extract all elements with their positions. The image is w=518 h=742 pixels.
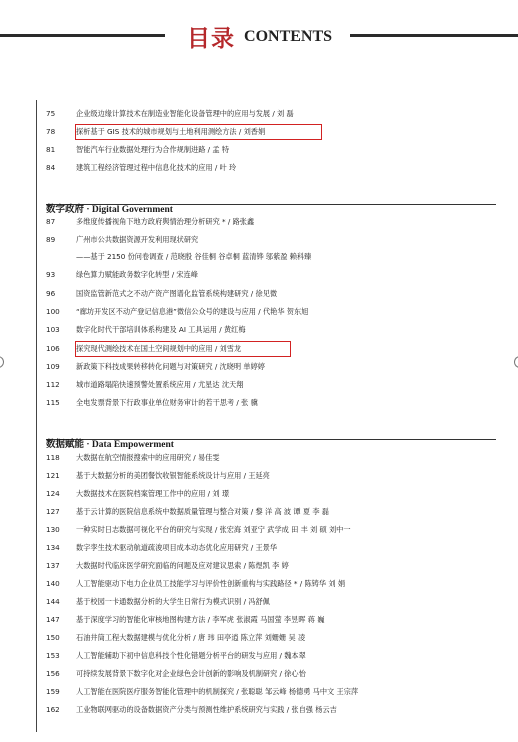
highlight-box-gis xyxy=(75,124,322,140)
toc-title: 石油井筒工程大数据建模与优化分析 / 唐 玮 田亭逍 陈立萍 刘姗姗 吴 凌 xyxy=(76,633,306,642)
toc-page: 124 xyxy=(46,489,60,498)
toc-title: 人工智能驱动下电力企业员工技能学习与评价性创新重构与实践路径 * / 陈铸华 刘 娟 xyxy=(76,579,346,588)
toc-title: 人工智能在医院医疗服务智能化管理中的机制探究 / 张聪聪 邹云峰 杨德勇 马中文 王宗萍 xyxy=(76,687,359,696)
toc-page: 150 xyxy=(46,633,60,642)
toc-title: 基于深度学习的智能化审核地图构建方法 / 李军虎 张淑霞 马国萤 李昱晖 蒋 巍 xyxy=(76,615,325,624)
toc-title: 数字孪生技术驱动航道疏浚项目成本动态优化应用研究 / 王景华 xyxy=(76,543,278,552)
binding-hole-right xyxy=(514,356,518,368)
toc-page: 162 xyxy=(46,705,60,714)
highlight-box-surveying xyxy=(75,341,291,357)
binding-hole-left xyxy=(0,356,4,368)
toc-page: 84 xyxy=(46,163,56,172)
toc-title: 新政策下科技成果转移转化问题与对策研究 / 沈晓明 单婷婷 xyxy=(76,362,265,371)
toc-page: 81 xyxy=(46,145,56,154)
toc-page: 137 xyxy=(46,561,60,570)
toc-title: 探究现代测绘技术在国土空间规划中的应用 / 刘雪龙 xyxy=(76,344,242,353)
toc-title: 人工智能辅助下初中信息科技个性化错题分析平台的研发与应用 / 魏本翠 xyxy=(76,651,306,660)
header-rule-left xyxy=(0,34,165,37)
toc-page: 96 xyxy=(46,289,56,298)
title-cn: 目录 xyxy=(186,26,235,52)
toc-page: 109 xyxy=(46,362,60,371)
toc-title: 基于校园一卡通数据分析的大学生日常行为模式识别 / 冯舒佩 xyxy=(76,597,270,606)
toc-title: 建筑工程经济管理过程中信息化技术的应用 / 叶 玲 xyxy=(76,163,237,172)
header xyxy=(0,20,518,50)
toc-title: 智能汽车行业数据处理行为合作规制进路 / 孟 特 xyxy=(76,145,230,154)
toc-title: 绿色算力赋能政务数字化转型 / 宋连峰 xyxy=(76,270,198,279)
toc-title: “廊坊开发区不动产登记信息港”微信公众号的建设与应用 / 代艳华 贺东旭 xyxy=(76,307,309,316)
margin-rule xyxy=(36,100,37,732)
toc-title: 工业物联网驱动的设备数据资产分类与预测性维护系统研究与实践 / 张自强 杨云吉 xyxy=(76,705,337,714)
section-title: 数据赋能 · Data Empowerment xyxy=(46,440,178,450)
toc-title: 基于大数据分析的美团餐饮收银智能系统设计与应用 / 王延亮 xyxy=(76,471,270,480)
toc-page: 153 xyxy=(46,651,60,660)
toc-page: 112 xyxy=(46,380,60,389)
toc-title: 城市道路塌陷快速预警处置系统应用 / 尤星达 沈天翔 xyxy=(76,380,244,389)
toc-page: 134 xyxy=(46,543,60,552)
toc-title: 企业级边缘计算技术在制造业智能化设备管理中的应用与发展 / 刘 磊 xyxy=(76,109,294,118)
toc-page: 159 xyxy=(46,687,60,696)
toc-title: 全电发票背景下行政事业单位财务审计的若干思考 / 张 骥 xyxy=(76,398,258,407)
toc-page: 75 xyxy=(46,109,56,118)
toc-title: 大数据在航空情报搜索中的应用研究 / 易佳雯 xyxy=(76,453,220,462)
toc-title: 大数据技术在医院档案管理工作中的应用 / 刘 璟 xyxy=(76,489,230,498)
toc-title: 多维度传播视角下地方政府舆情治理分析研究 * / 路张鑫 xyxy=(76,217,255,226)
toc-title: 广州市公共数据资源开发利用现状研究 xyxy=(76,235,199,244)
toc-page: 121 xyxy=(46,471,60,480)
toc-page: 127 xyxy=(46,507,60,516)
page-title xyxy=(172,20,347,53)
toc-title: 数字化时代干部培训体系构建及 AI 工具运用 / 黄红梅 xyxy=(76,325,246,334)
toc-page: 156 xyxy=(46,669,60,678)
toc-page: 87 xyxy=(46,217,56,226)
toc-page: 78 xyxy=(46,127,56,136)
title-en: CONTENTS xyxy=(244,27,333,45)
section-title: 数字政府 · Digital Government xyxy=(46,205,177,215)
toc-title: 一种实时日志数据可视化平台的研究与实现 / 张宏海 刘亚宁 武学成 田 丰 刘 硕 刘中一 xyxy=(76,525,351,534)
section-heading-digital-government xyxy=(46,197,496,215)
toc-page: 147 xyxy=(46,615,60,624)
toc-title: ——基于 2150 份问卷调查 / 范晓殷 谷佳桐 谷卓桐 蓝清铧 邬紫盈 赖科臻 xyxy=(76,252,312,261)
toc-page: 118 xyxy=(46,453,60,462)
section-heading-data-empowerment xyxy=(46,432,496,450)
toc-page: 100 xyxy=(46,307,60,316)
toc-page: 93 xyxy=(46,270,56,279)
toc-page: 144 xyxy=(46,597,60,606)
toc-title: 大数据时代临床医学研究面临的问题及应对建议思索 / 陈煜凯 李 婷 xyxy=(76,561,289,570)
toc-page: 106 xyxy=(46,344,60,353)
toc-title: 探析基于 GIS 技术的城市规划与土地利用测绘方法 / 刘香娟 xyxy=(76,127,266,136)
header-rule-right xyxy=(350,34,518,37)
toc-page: 115 xyxy=(46,398,60,407)
toc-title: 可持续发展背景下数字化对企业绿色会计创新的影响及机制研究 / 徐心怡 xyxy=(76,669,306,678)
toc-page: 103 xyxy=(46,325,60,334)
toc-title: 国资监管新范式之不动产资产图谱化监管系统构建研究 / 徐见微 xyxy=(76,289,278,298)
toc-page: 89 xyxy=(46,235,56,244)
toc-page: 140 xyxy=(46,579,60,588)
toc-title: 基于云计算的医院信息系统中数据质量管理与整合对策 / 黎 洋 高 波 谭 夏 李 磊 xyxy=(76,507,329,516)
toc-page: 130 xyxy=(46,525,60,534)
